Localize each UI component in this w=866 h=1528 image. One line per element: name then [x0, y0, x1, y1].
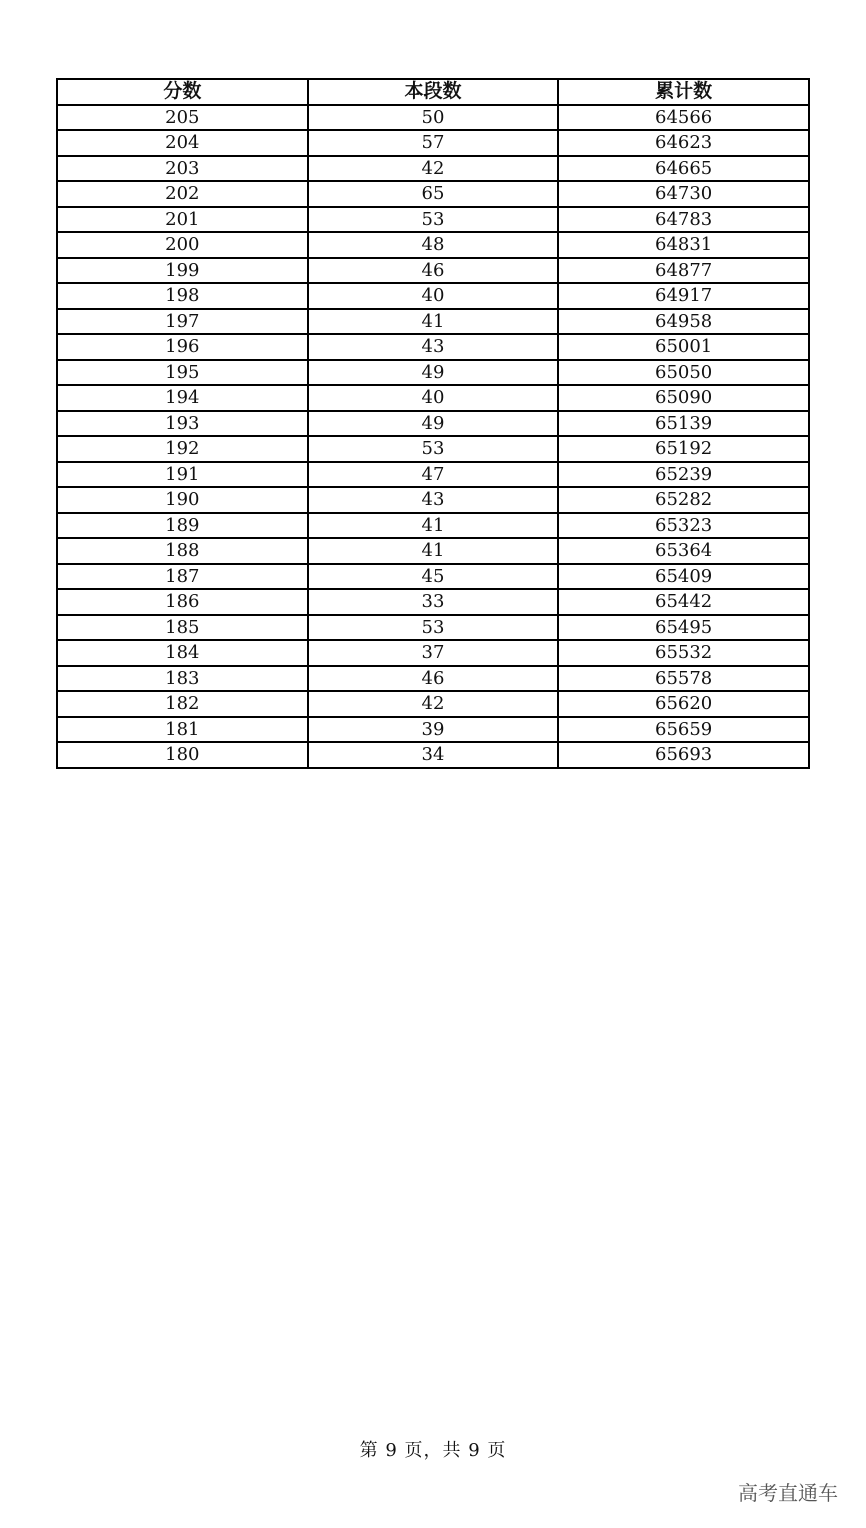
cell-score: 200: [57, 232, 308, 258]
cell-score: 194: [57, 385, 308, 411]
cell-score: 193: [57, 411, 308, 437]
cell-segment-count: 34: [308, 742, 559, 768]
table-row: [57, 334, 809, 360]
cell-segment-count: 33: [308, 589, 559, 615]
cell-cumulative-count: 65139: [558, 411, 809, 437]
cell-segment-count: 53: [308, 436, 559, 462]
cell-segment-count: 53: [308, 207, 559, 233]
table-row: [57, 666, 809, 692]
table-row: [57, 207, 809, 233]
cell-segment-count: 47: [308, 462, 559, 488]
cell-score: 202: [57, 181, 308, 207]
cell-segment-count: 41: [308, 538, 559, 564]
table-row: [57, 691, 809, 717]
cell-score: 186: [57, 589, 308, 615]
cell-score: 192: [57, 436, 308, 462]
table-row: [57, 742, 809, 768]
cell-cumulative-count: 65323: [558, 513, 809, 539]
cell-score: 197: [57, 309, 308, 335]
cell-segment-count: 41: [308, 309, 559, 335]
cell-score: 191: [57, 462, 308, 488]
cell-cumulative-count: 65192: [558, 436, 809, 462]
table-row: [57, 640, 809, 666]
cell-score: 182: [57, 691, 308, 717]
header-segment-count: 本段数: [308, 79, 559, 105]
cell-cumulative-count: 64566: [558, 105, 809, 131]
cell-cumulative-count: 65442: [558, 589, 809, 615]
cell-cumulative-count: 64958: [558, 309, 809, 335]
table-body: [57, 105, 809, 768]
cell-segment-count: 49: [308, 411, 559, 437]
cell-cumulative-count: 64623: [558, 130, 809, 156]
cell-cumulative-count: 65578: [558, 666, 809, 692]
cell-segment-count: 37: [308, 640, 559, 666]
table-row: [57, 360, 809, 386]
cell-segment-count: 40: [308, 283, 559, 309]
cell-cumulative-count: 65001: [558, 334, 809, 360]
cell-cumulative-count: 65050: [558, 360, 809, 386]
header-cumulative-count: 累计数: [558, 79, 809, 105]
cell-score: 181: [57, 717, 308, 743]
table-row: [57, 258, 809, 284]
table-row: [57, 309, 809, 335]
cell-cumulative-count: 65239: [558, 462, 809, 488]
cell-cumulative-count: 65364: [558, 538, 809, 564]
cell-score: 196: [57, 334, 308, 360]
table-row: [57, 538, 809, 564]
cell-cumulative-count: 64877: [558, 258, 809, 284]
table-row: [57, 105, 809, 131]
cell-cumulative-count: 64783: [558, 207, 809, 233]
watermark-text: 高考直通车: [738, 1481, 838, 1505]
cell-segment-count: 50: [308, 105, 559, 131]
table-row: [57, 232, 809, 258]
cell-segment-count: 49: [308, 360, 559, 386]
cell-cumulative-count: 65659: [558, 717, 809, 743]
cell-cumulative-count: 65532: [558, 640, 809, 666]
cell-segment-count: 46: [308, 666, 559, 692]
cell-score: 189: [57, 513, 308, 539]
page-number-footer: 第 9 页，共 9 页: [359, 1440, 507, 1461]
cell-cumulative-count: 65620: [558, 691, 809, 717]
cell-score: 190: [57, 487, 308, 513]
table-row: [57, 385, 809, 411]
table-row: [57, 615, 809, 641]
cell-score: 195: [57, 360, 308, 386]
cell-segment-count: 42: [308, 156, 559, 182]
cell-cumulative-count: 65495: [558, 615, 809, 641]
cell-cumulative-count: 64665: [558, 156, 809, 182]
cell-score: 198: [57, 283, 308, 309]
cell-score: 180: [57, 742, 308, 768]
cell-segment-count: 57: [308, 130, 559, 156]
cell-cumulative-count: 65282: [558, 487, 809, 513]
cell-segment-count: 65: [308, 181, 559, 207]
cell-segment-count: 41: [308, 513, 559, 539]
table-row: [57, 181, 809, 207]
cell-cumulative-count: 65409: [558, 564, 809, 590]
cell-score: 183: [57, 666, 308, 692]
table-header-row: [57, 79, 809, 105]
cell-segment-count: 46: [308, 258, 559, 284]
score-distribution-table: [56, 78, 810, 769]
table-row: [57, 283, 809, 309]
cell-score: 205: [57, 105, 308, 131]
cell-segment-count: 48: [308, 232, 559, 258]
cell-score: 184: [57, 640, 308, 666]
table-row: [57, 717, 809, 743]
table-row: [57, 513, 809, 539]
table-row: [57, 564, 809, 590]
table-row: [57, 130, 809, 156]
table-row: [57, 462, 809, 488]
cell-score: 199: [57, 258, 308, 284]
table-row: [57, 411, 809, 437]
cell-score: 201: [57, 207, 308, 233]
cell-segment-count: 43: [308, 487, 559, 513]
cell-segment-count: 43: [308, 334, 559, 360]
cell-segment-count: 39: [308, 717, 559, 743]
cell-cumulative-count: 65693: [558, 742, 809, 768]
cell-segment-count: 40: [308, 385, 559, 411]
table-row: [57, 156, 809, 182]
cell-cumulative-count: 64730: [558, 181, 809, 207]
cell-cumulative-count: 64831: [558, 232, 809, 258]
cell-score: 185: [57, 615, 308, 641]
cell-cumulative-count: 65090: [558, 385, 809, 411]
cell-segment-count: 45: [308, 564, 559, 590]
cell-score: 188: [57, 538, 308, 564]
cell-segment-count: 53: [308, 615, 559, 641]
table-row: [57, 487, 809, 513]
cell-score: 187: [57, 564, 308, 590]
cell-cumulative-count: 64917: [558, 283, 809, 309]
cell-score: 204: [57, 130, 308, 156]
table-row: [57, 589, 809, 615]
header-score: 分数: [57, 79, 308, 105]
table-row: [57, 436, 809, 462]
cell-segment-count: 42: [308, 691, 559, 717]
cell-score: 203: [57, 156, 308, 182]
